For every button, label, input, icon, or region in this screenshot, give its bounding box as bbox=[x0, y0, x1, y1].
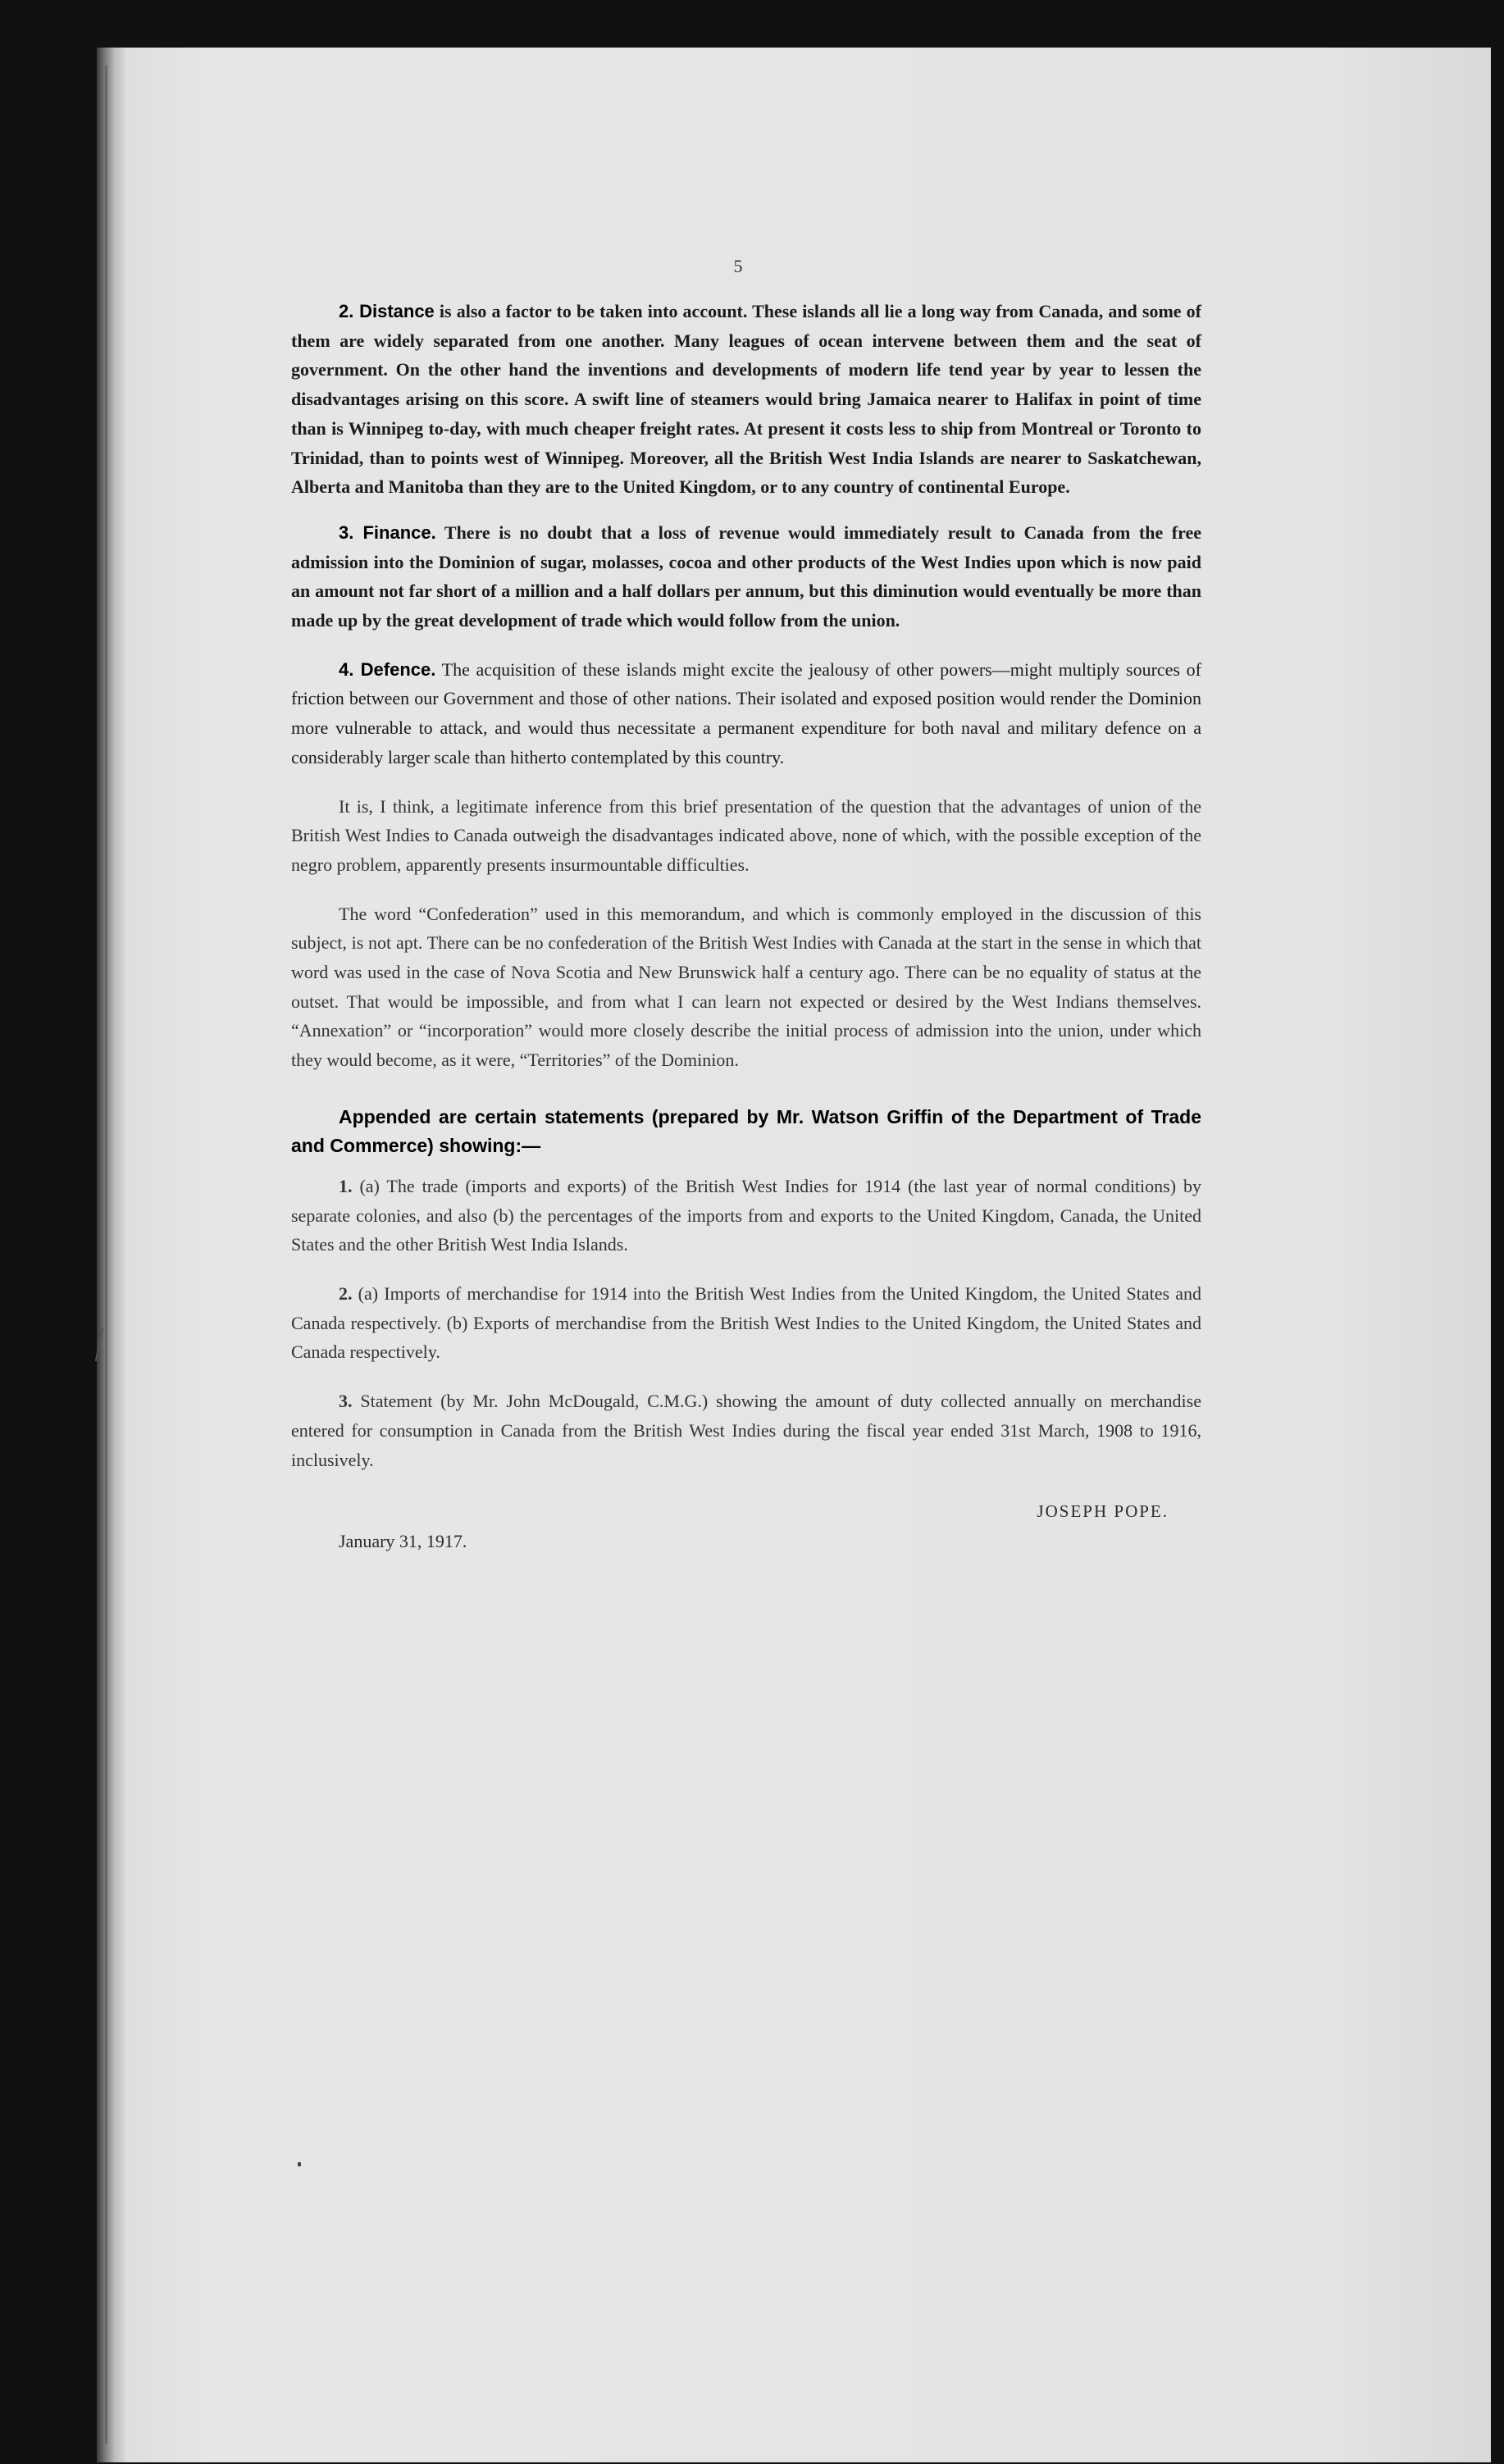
page-speck bbox=[298, 2162, 301, 2166]
appended-heading: Appended are certain statements (prepared by Mr. Watson Griffin of the Department of Trade and Commerce) showing:— bbox=[291, 1105, 1201, 1156]
item-text: (a) Imports of merchandise for 1914 into the British West Indies from the United Kingdom, the United States and Canada respectively. (b) Exports of merchandise from the British West Indies to the United Kingdom, the United States and Canada respectively. bbox=[291, 1282, 1201, 1363]
conclusion-paragraph: It is, I think, a legitimate inference from this brief presentation of the question that the advantages of union of the British West Indies to Canada outweigh the disadvantages indicated above, none of which, with the possible exception of the negro problem, apparently presents insurmountable difficulties. bbox=[291, 795, 1201, 875]
section-finance bbox=[291, 518, 1201, 635]
section-text: is also a factor to be taken into account. These islands all lie a long way from Canada, and some of them are widely separated from one another. Many leagues of ocean intervene between them and the seat of government. On the other hand the inventions and developments of modern life tend year by year to lessen the disadvantages arising on this score. A swift line of steamers would bring Jamaica nearer to Halifax in point of time than is Winnipeg to-day, with much cheaper freight rates. At present it costs less to ship from Montreal or Toronto to Trinidad, than to points west of Winnipeg. Moreover, all the British West India Islands are nearer to Saskatchewan, Alberta and Manitoba than they are to the United Kingdom, or to any country of continental Europe. bbox=[291, 301, 1202, 498]
section-text: The acquisition of these islands might excite the jealousy of other powers—might multiply sources of friction between our Government and those of other nations. Their isolated and exposed position would render the Dominion more vulnerable to attack, and would thus necessitate a permanent expenditure for both naval and military defence on a considerably larger scale than hitherto contemplated by this country. bbox=[291, 658, 1201, 767]
page-number: 5 bbox=[733, 256, 743, 276]
binding-spine bbox=[97, 48, 125, 2462]
appended-item-3 bbox=[291, 1387, 1201, 1474]
item-text: (a) The trade (imports and exports) of the British West Indies for 1914 (the last year of normal conditions) by separate colonies, and also (b) the percentages of the imports from and exports to the United Kingdom, Canada, the United States and the other British West India Islands. bbox=[291, 1175, 1201, 1255]
section-lead: 4. Defence. bbox=[339, 658, 436, 680]
section-text: There is no doubt that a loss of revenue would immediately result to Canada from the free admission into the Dominion of sugar, molasses, cocoa and other products of the West Indies upon which is now paid an amount not far short of a million and a half dollars per annum, but this diminution would eventually be more than made up by the great development of trade which would follow from the union. bbox=[291, 521, 1201, 631]
section-defence bbox=[291, 655, 1201, 772]
item-number: 3. bbox=[339, 1391, 353, 1412]
signature-block bbox=[291, 1494, 1201, 1568]
item-number: 1. bbox=[339, 1175, 353, 1196]
item-text: Statement (by Mr. John McDougald, C.M.G.) showing the amount of duty collected annually on merchandise entered for consumption in Canada from the British West Indies during the fiscal year ended 31st March, 1908 to 1916, inclusively. bbox=[291, 1391, 1201, 1470]
confederation-paragraph: The word “Confederation” used in this memorandum, and which is commonly employed in the discussion of this subject, is not apt. There can be no confederation of the British West Indies with Canada at the start in the sense in which that word was used in the case of Nova Scotia and New Brunswick half a century ago. There can be no equality of status at the outset. That would be impossible, and from what I can learn not expected or desired by the West Indians themselves. “Annexation” or “incorporation” would more closely describe the initial process of admission into the union, under which they would become, as it were, “Territories” of the Dominion. bbox=[291, 903, 1201, 1071]
appended-item-2 bbox=[291, 1279, 1201, 1367]
item-number: 2. bbox=[339, 1282, 353, 1304]
section-lead: 2. Distance bbox=[339, 301, 435, 321]
signature: JOSEPH POPE. bbox=[1037, 1501, 1169, 1522]
appended-item-1 bbox=[291, 1172, 1201, 1259]
document-date: January 31, 1917. bbox=[339, 1531, 467, 1552]
spine-rule bbox=[105, 66, 107, 2444]
section-lead: 3. Finance. bbox=[339, 521, 436, 543]
section-distance bbox=[291, 297, 1201, 502]
document-body bbox=[291, 297, 1201, 1568]
